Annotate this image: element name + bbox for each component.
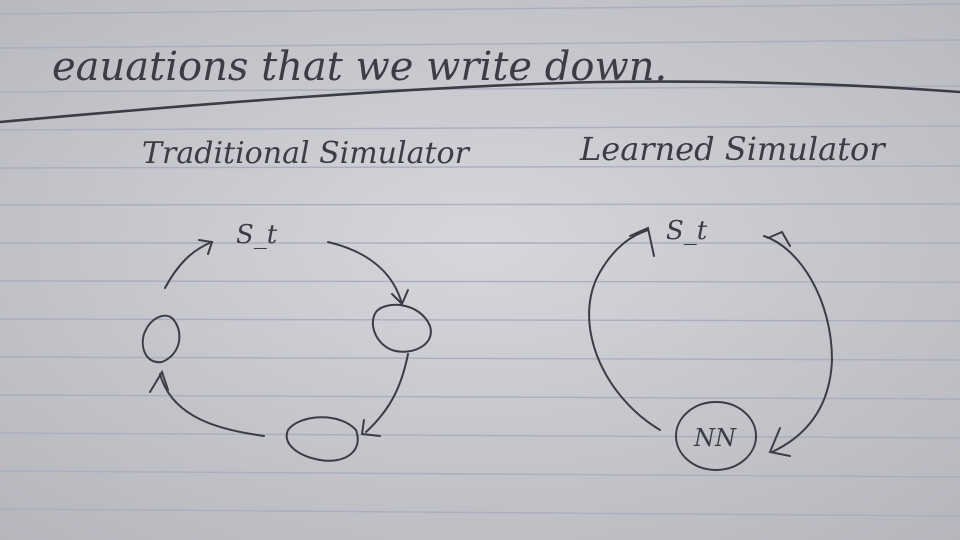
traditional-simulator-title: Traditional Simulator — [142, 136, 469, 171]
learned-simulator-title: Learned Simulator — [580, 130, 885, 168]
traditional-state-label: S_t — [236, 220, 278, 250]
neural-network-label: NN — [694, 424, 736, 452]
learned-state-label: S_t — [666, 216, 708, 246]
header-text: eauations that we write down. — [52, 44, 668, 90]
